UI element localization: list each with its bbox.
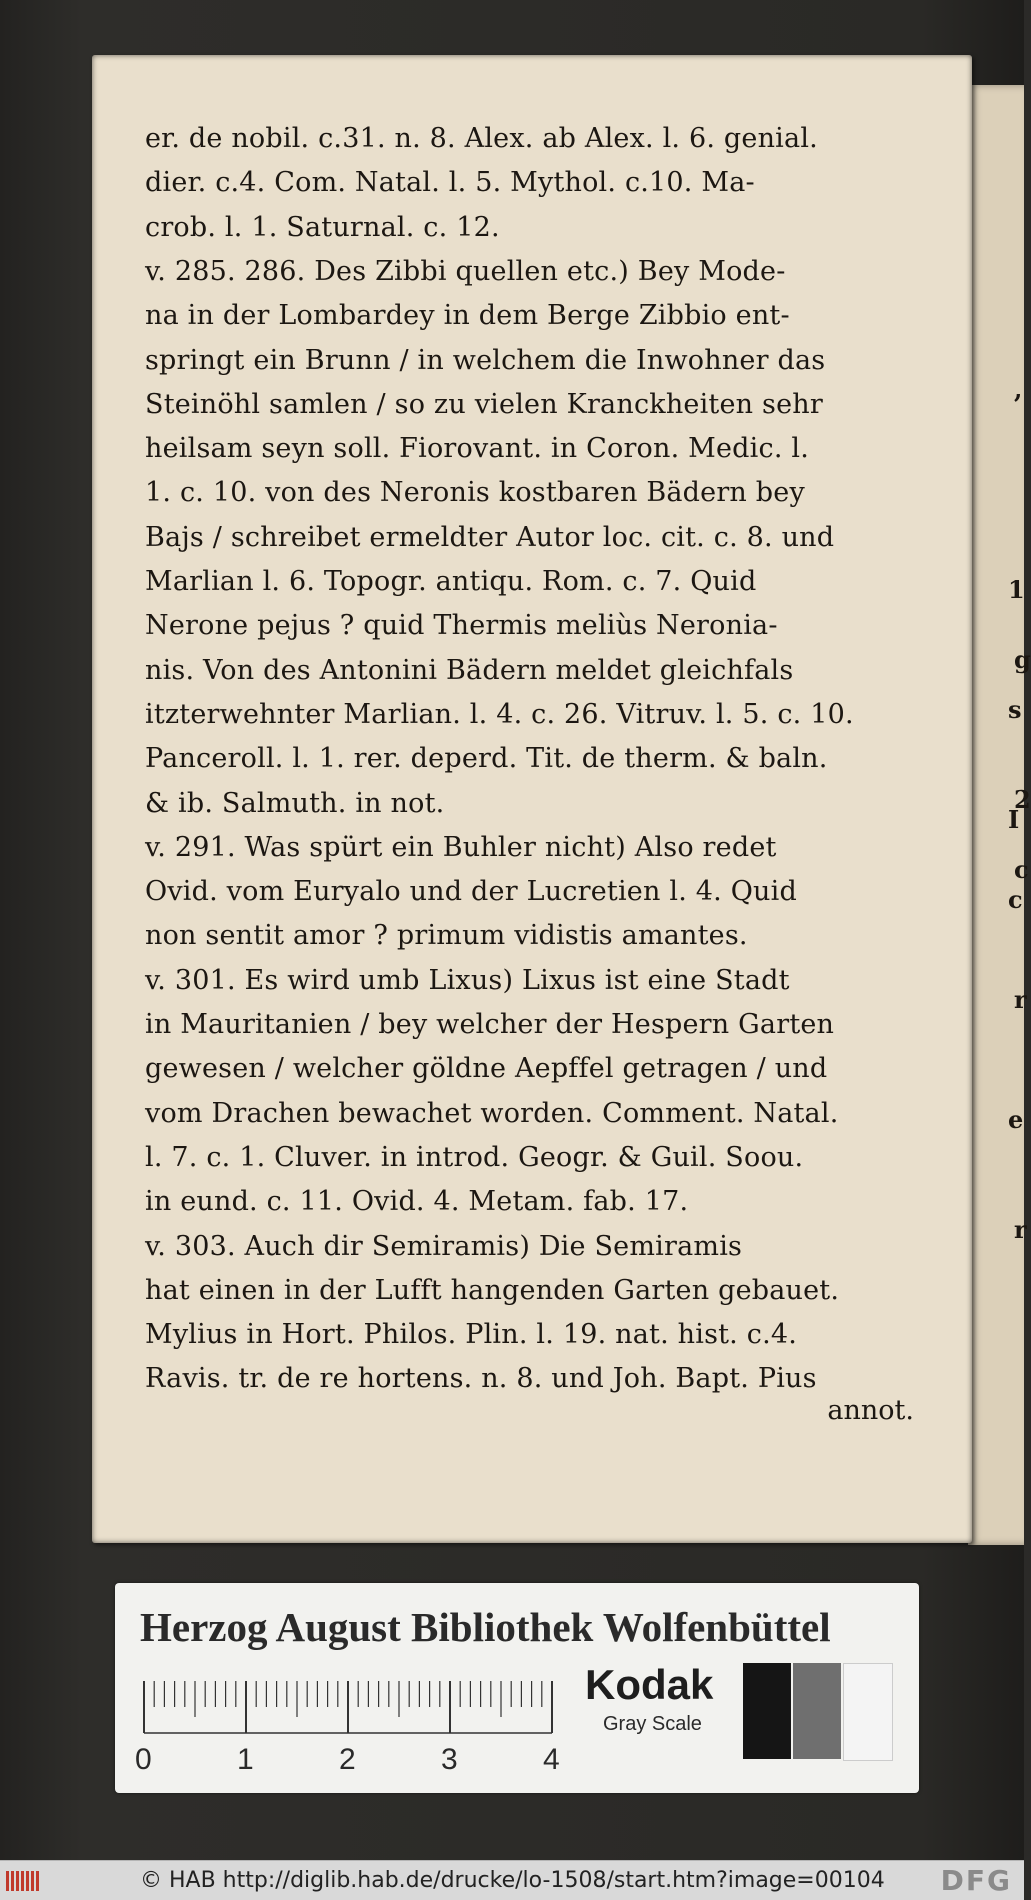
ruler-number: 3: [441, 1743, 458, 1776]
text-line: Marlian l. 6. Topogr. antiqu. Rom. c. 7. Quid: [145, 566, 757, 597]
text-line: Mylius in Hort. Philos. Plin. l. 19. nat. hist. c.4.: [145, 1319, 798, 1351]
gray-patch-black: [743, 1663, 791, 1759]
next-page-glyph: r: [1014, 1215, 1027, 1244]
calibration-card: [115, 1583, 919, 1793]
text-line: 1. c. 10. von des Neronis kostbaren Bädern bey: [145, 477, 805, 509]
text-line: itzterwehnter Marlian. l. 4. c. 26. Vitruv. l. 5. c. 10.: [145, 698, 854, 730]
next-page-edge: [968, 85, 1031, 1545]
next-page-glyph: 1: [1008, 575, 1025, 604]
text-line: dier. c.4. Com. Natal. l. 5. Mythol. c.10. Ma-: [145, 167, 755, 199]
next-page-glyph: g: [1014, 645, 1031, 674]
text-line: in eund. c. 11. Ovid. 4. Metam. fab. 17.: [145, 1186, 689, 1218]
text-line: in Mauritanien / bey welcher der Hespern Garten: [145, 1009, 835, 1040]
text-line: l. 7. c. 1. Cluver. in introd. Geogr. & Guil. Soou.: [145, 1141, 804, 1173]
text-line: crob. l. 1. Saturnal. c. 12.: [145, 211, 500, 243]
next-page-glyph: I: [1008, 805, 1020, 834]
gray-scale-label: Gray Scale: [603, 1713, 702, 1735]
ruler-number: 0: [135, 1743, 152, 1776]
next-page-glyph: 2: [1014, 785, 1031, 814]
text-line: vom Drachen bewachet worden. Comment. Natal.: [145, 1097, 839, 1129]
text-line: Steinöhl samlen / so zu vielen Kranckheiten sehr: [145, 388, 823, 420]
next-page-glyph: c: [1014, 855, 1029, 884]
ruler-number: 2: [339, 1743, 356, 1776]
text-line: & ib. Salmuth. in not.: [145, 787, 445, 819]
page-text: [145, 118, 920, 1438]
next-page-glyph: s: [1008, 695, 1022, 724]
library-name: Herzog August Bibliothek Wolfenbüttel: [140, 1604, 831, 1650]
dfg-logo: DFG: [940, 1864, 1012, 1897]
text-line: heilsam seyn soll. Fiorovant. in Coron. Medic. l.: [145, 433, 810, 465]
text-line: hat einen in der Lufft hangenden Garten gebauet.: [145, 1274, 840, 1306]
catchword: annot.: [827, 1395, 914, 1426]
text-line: na in der Lombardey in dem Berge Zibbio ent-: [145, 300, 790, 332]
text-line: Panceroll. l. 1. rer. deperd. Tit. de therm. & baln.: [145, 743, 828, 775]
text-line: Ravis. tr. de re hortens. n. 8. und Joh. Bapt. Pius: [145, 1363, 817, 1395]
next-page-glyph: c: [1008, 885, 1023, 914]
text-line: nis. Von des Antonini Bädern meldet gleichfals: [145, 654, 794, 686]
text-line: Nerone pejus ? quid Thermis meliùs Neronia-: [145, 610, 778, 642]
copyright-url[interactable]: © HAB http://diglib.hab.de/drucke/lo-1508/start.htm?image=00104: [140, 1868, 885, 1893]
text-line: springt ein Brunn / in welchem die Inwohner das: [145, 344, 826, 376]
gray-patch-white: [843, 1663, 893, 1761]
hab-logo-icon: [6, 1869, 46, 1893]
measurement-ruler: [142, 1671, 562, 1741]
gray-patch-mid: [793, 1663, 841, 1759]
text-line: v. 301. Es wird umb Lixus) Lixus ist eine Stadt: [145, 964, 790, 996]
next-page-glyph: ,: [1014, 375, 1023, 404]
text-line: Bajs / schreibet ermeldter Autor loc. cit. c. 8. und: [145, 521, 835, 553]
ruler-number: 1: [237, 1743, 254, 1776]
text-line: gewesen / welcher göldne Aepffel getragen / und: [145, 1053, 828, 1085]
next-page-glyph: r: [1014, 985, 1027, 1014]
footer-bar: [0, 1860, 1024, 1900]
text-line: v. 303. Auch dir Semiramis) Die Semiramis: [145, 1230, 743, 1262]
next-page-glyph: e: [1008, 1105, 1024, 1134]
text-line: v. 285. 286. Des Zibbi quellen etc.) Bey Mode-: [145, 255, 786, 287]
kodak-logo: Kodak: [585, 1661, 714, 1708]
ruler-number: 4: [543, 1743, 560, 1776]
text-line: v. 291. Was spürt ein Buhler nicht) Also redet: [145, 831, 777, 863]
text-line: non sentit amor ? primum vidistis amantes.: [145, 920, 748, 952]
text-line: er. de nobil. c.31. n. 8. Alex. ab Alex. l. 6. genial.: [145, 123, 818, 154]
text-line: Ovid. vom Euryalo und der Lucretien l. 4. Quid: [145, 876, 797, 908]
